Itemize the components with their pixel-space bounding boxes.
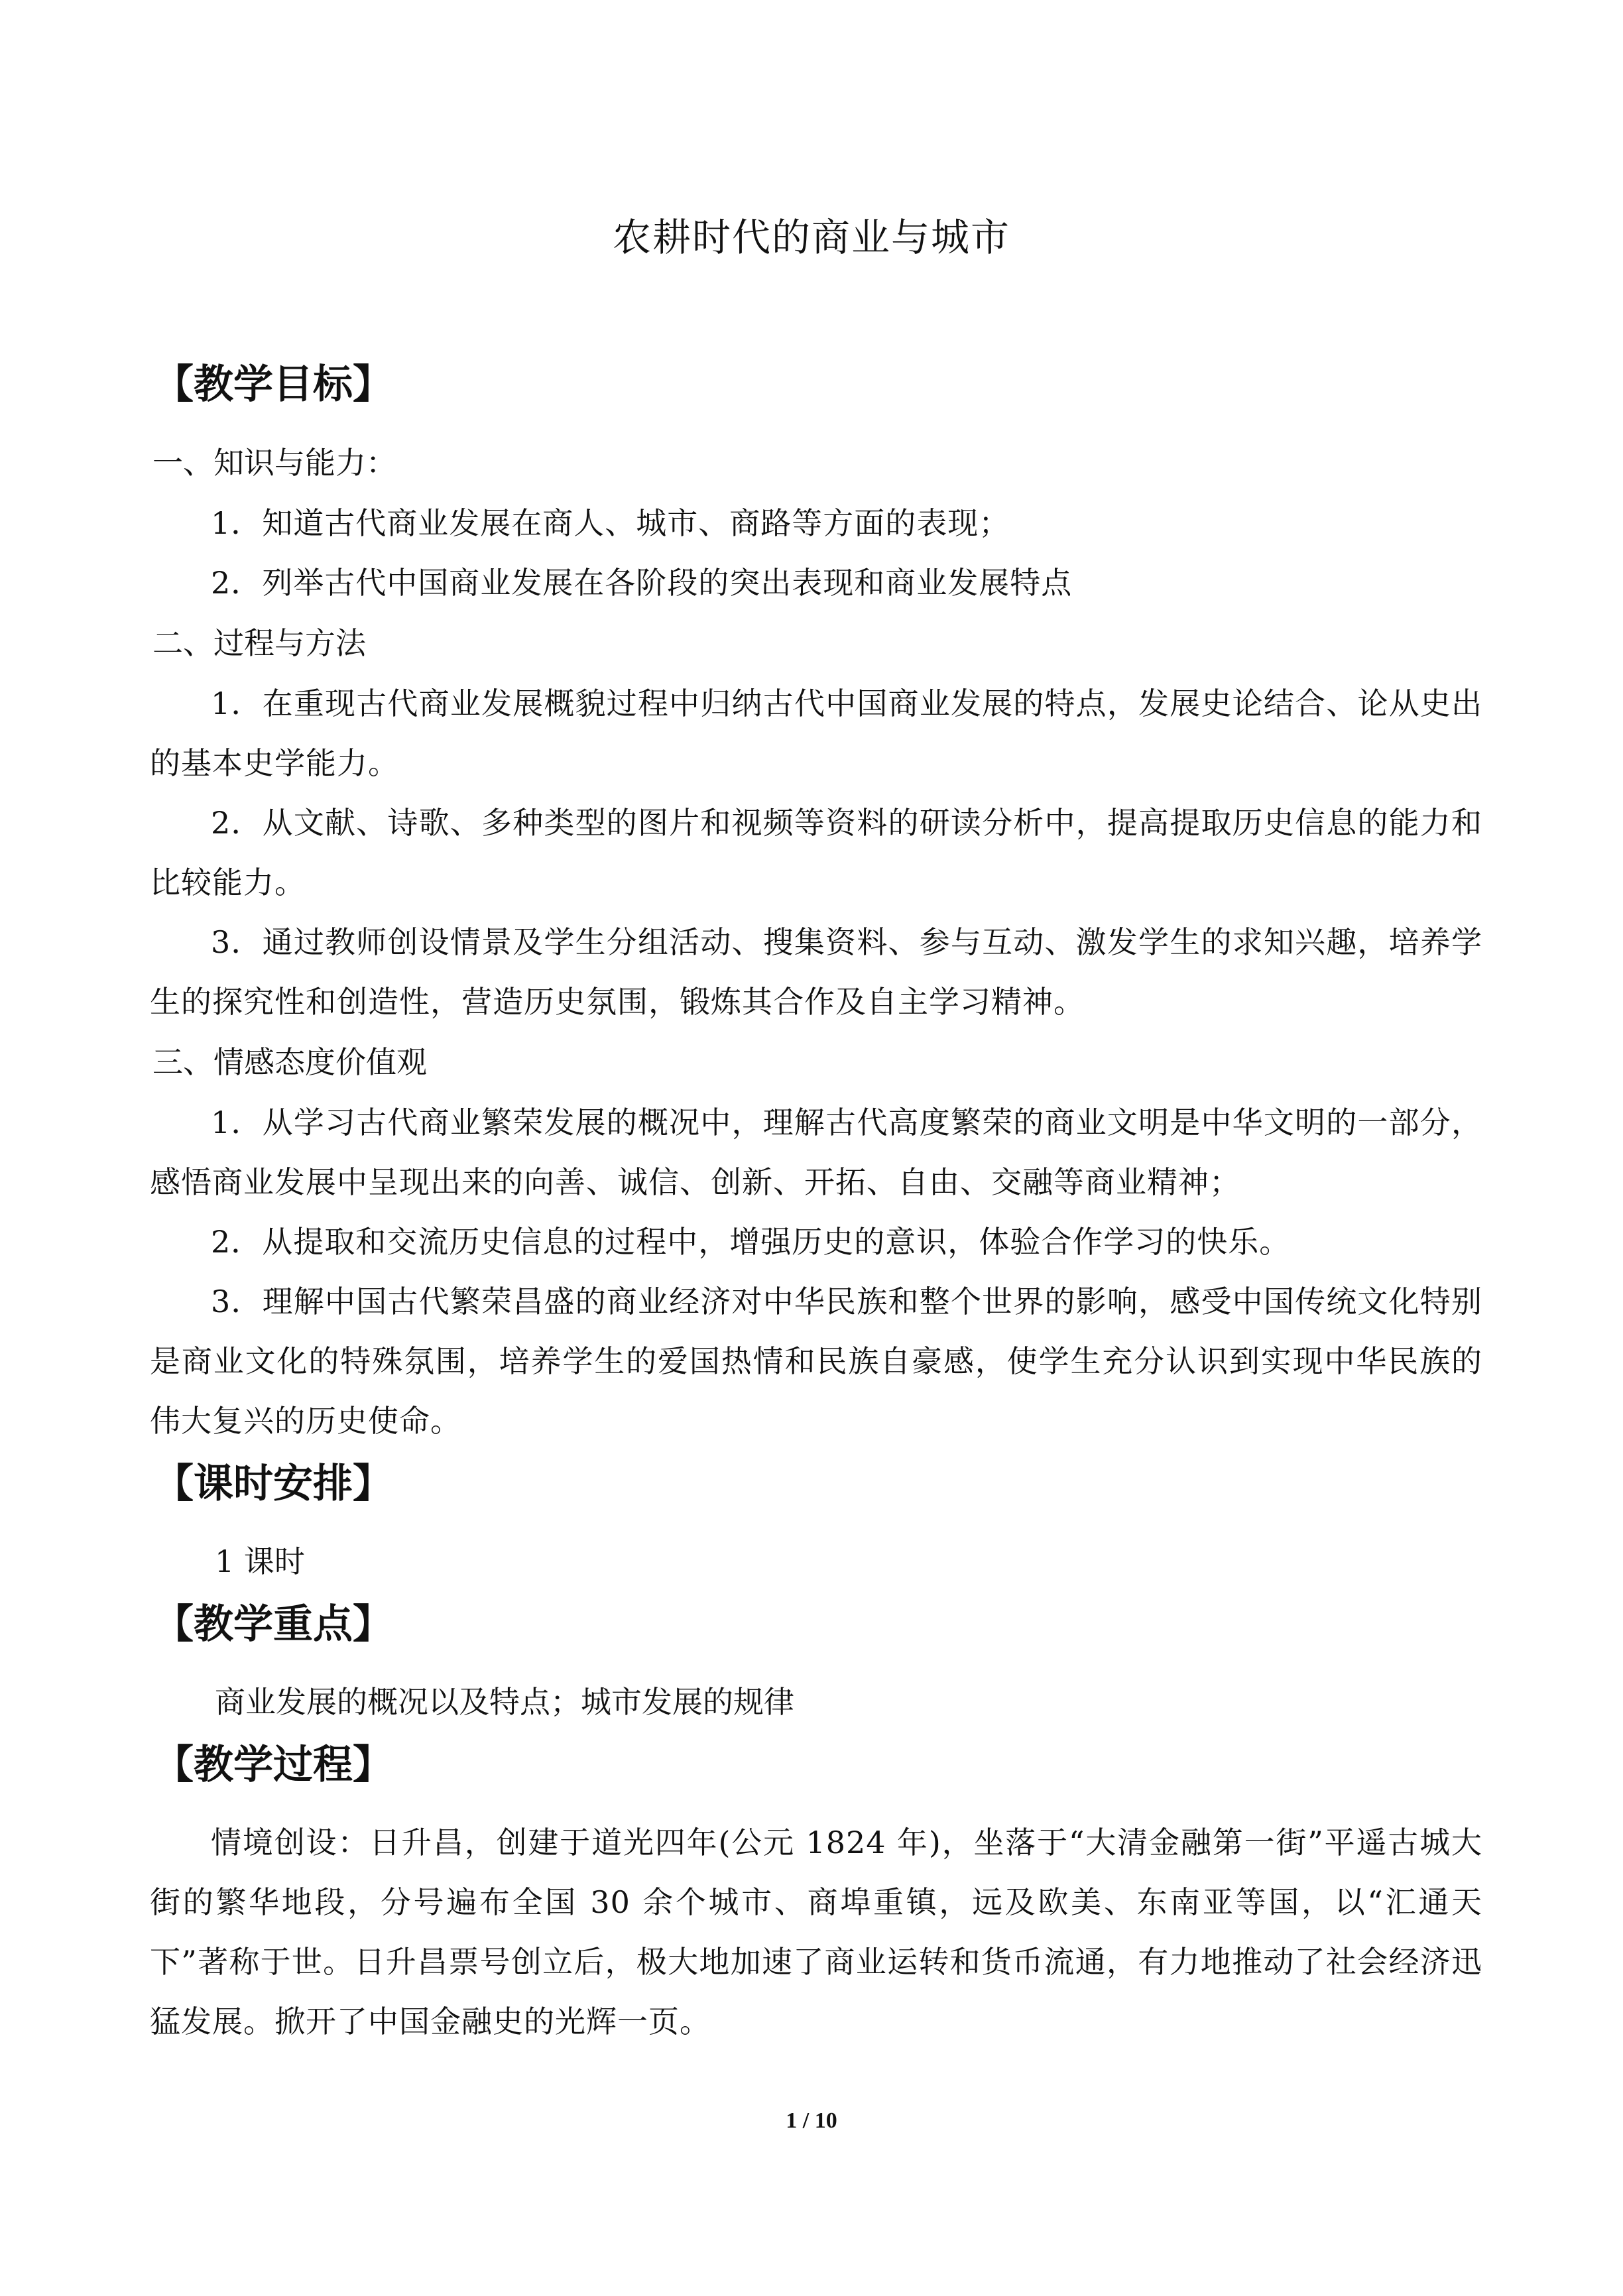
process-method-item: 3．通过教师创设情景及学生分组活动、搜集资料、参与互动、激发学生的求知兴趣，培养学生的探究性和创造性，营造历史氛围，锻炼其合作及自主学习精神。 [150,924,1482,1020]
schedule-text: 1 课时 [215,1543,305,1579]
teaching-process-heading: 【教学过程】 [154,1742,392,1788]
values-label: 三、情感态度价值观 [152,1044,427,1080]
teaching-process-text: 情境创设：日升昌，创建于道光四年(公元 1824 年)，坐落于“大清金融第一街”平遥古城大街的繁华地段，分号遍布全国 30 余个城市、商埠重镇，远及欧美、东南亚等国，以“汇通天下”著称于世。日升昌票号创立后，极大地加速了商业运转和货币流通，有力地推动了社会经济迅猛发展。掀开了中国金融史的光辉一页。 [150,1825,1482,2039]
document-body [150,351,1482,2051]
focus-heading: 【教学重点】 [154,1601,392,1648]
knowledge-label: 一、知识与能力： [152,445,396,481]
objectives-heading: 【教学目标】 [154,361,392,408]
page-title: 农耕时代的商业与城市 [612,215,1010,260]
page-number: 1 / 10 [786,2108,837,2133]
values-item: 1．从学习古代商业繁荣发展的概况中，理解古代高度繁荣的商业文明是中华文明的一部分，感悟商业发展中呈现出来的向善、诚信、创新、开拓、自由、交融等商业精神； [150,1105,1482,1200]
schedule-heading: 【课时安排】 [154,1461,392,1507]
process-method-item: 1．在重现古代商业发展概貌过程中归纳古代中国商业发展的特点，发展史论结合、论从史出的基本史学能力。 [150,686,1482,781]
knowledge-item: 2．列举古代中国商业发展在各阶段的突出表现和商业发展特点 [211,565,1073,601]
process-method-label: 二、过程与方法 [152,625,366,661]
values-item: 2．从提取和交流历史信息的过程中，增强历史的意识，体验合作学习的快乐。 [211,1224,1291,1260]
process-method-item: 2．从文献、诗歌、多种类型的图片和视频等资料的研读分析中，提高提取历史信息的能力和比较能力。 [150,805,1482,900]
focus-text: 商业发展的概况以及特点；城市发展的规律 [215,1684,794,1720]
values-item: 3．理解中国古代繁荣昌盛的商业经济对中华民族和整个世界的影响，感受中国传统文化特别是商业文化的特殊氛围，培养学生的爱国热情和民族自豪感，使学生充分认识到实现中华民族的伟大复兴的历史使命。 [150,1284,1482,1439]
knowledge-item: 1．知道古代商业发展在商人、城市、商路等方面的表现； [211,505,1010,541]
